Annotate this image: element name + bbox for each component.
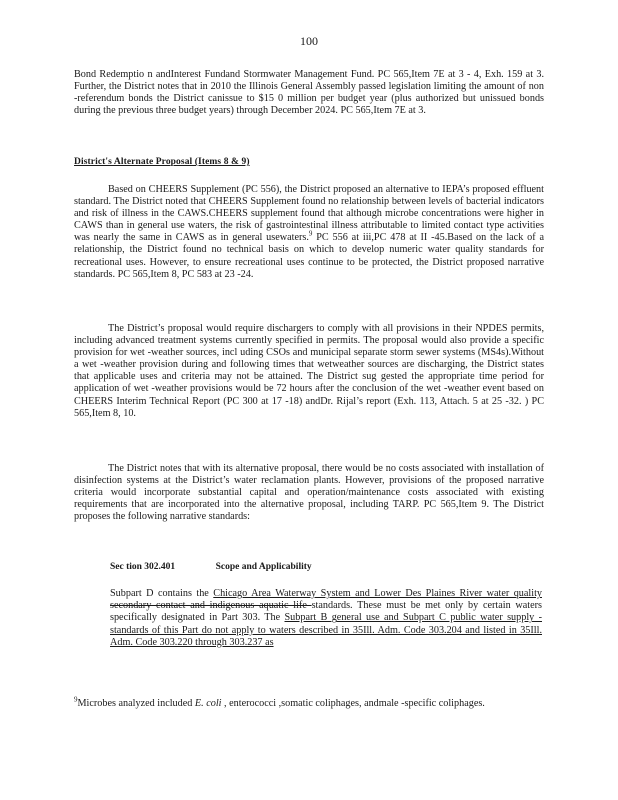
section-title: Scope and Applicability <box>215 562 312 572</box>
section-number: Sec tion 302.401 <box>110 562 176 572</box>
section-heading-alternate-proposal: District's Alternate Proposal (Items 8 & 9) <box>74 157 250 167</box>
footnote-mark: 9 <box>74 695 78 704</box>
block-text: Subpart D contains the <box>110 588 214 599</box>
footnote-reference: 9 <box>308 229 313 238</box>
paragraph-text: Based on CHEERS Supplement (PC 556), the District proposed an alternative to IEPA’s proposed effluent standard. The District noted that CHEERS Supplement found no relationship between levels of bacterial indicators and risk of illness in the CAWS.CHEERS supplement found that although microbe concentrations were higher in CAWS than in general use waters, the risk of gastrointestinal illness attributable to limited contact type activities was nearly the same in CAWS as in general usewaters. <box>74 184 544 244</box>
regulation-section-heading <box>110 562 312 572</box>
footnote-text-rest: , enterococci ,somatic coliphages, andmale -specific coliphages. <box>221 698 485 709</box>
block-text-continued: standards. These must be met only by certain waters specifically designated in Part 303. The <box>110 600 542 624</box>
paragraph-bond-redemption: Bond Redemptio n andInterest Fundand Stormwater Management Fund. PC 565,Item 7E at 3 - 4, Exh. 159 at 3. Further, the District notes that in 2010 the Illinois General Assembly passed legislation limiting the amount of non -referendum bonds the District canissue to $15 0 million per budget year (plus authorized but unissued bonds during the previous three budget years) through December 2024. PC 565,Item 7E at 3. <box>74 69 544 117</box>
paragraph-district-proposal: The District’s proposal would require dischargers to comply with all provisions in their NPDES permits, including advanced treatment systems currently specified in permits. The proposal would also provide a specific provision for wet -weather sources, incl uding CSOs and municipal separate storm sewer systems (MS4s).Without a wet -weather provision during and following times that wetweather sources are discharging, the District states that applicable uses and criteria may not be attained. The District sug gested the appropriate time period for application of wet -weather provisions would be 72 hours after the conclusion of the wet -weather event based on CHEERS Interim Technical Report (PC 300 at 17 -18) andDr. Rijal’s report (Exh. 113, Attach. 5 at 25 -32. ) PC 565,Item 8, 10. <box>74 323 544 419</box>
paragraph-costs: The District notes that with its alternative proposal, there would be no costs associated with installation of disinfection systems at the District’s water reclamation plants. However, provisions of the proposed narrative criteria would incorporate substantial capital and operation/maintenance costs associated with existing requirements that are incorporated into the alternative proposal, including TARP. PC 565,Item 9. The District proposes the following narrative standards: <box>74 463 544 523</box>
struck-deletion: secondary contact and indigenous aquatic life <box>110 600 312 612</box>
paragraph-text-continued: PC 556 at iii,PC 478 at II -45.Based on the lack of a relationship, the District found no technical basis on which to develop numeric water quality standards for recreational uses. However, to ensure recreational uses continue to be protected, the District proposed narrative standards. PC 565,Item 8, PC 583 at 23 -24. <box>74 232 544 280</box>
footnote-organism-italic: E. coli <box>194 698 222 709</box>
regulation-text-block <box>110 588 542 649</box>
footnote <box>74 695 544 710</box>
page-number: 100 <box>300 34 318 48</box>
paragraph-cheers-supplement <box>74 184 544 281</box>
underlined-insertion: Chicago Area Waterway System and Lower Des Plaines River water quality <box>213 588 542 599</box>
underlined-insertion-2: Subpart B general use and Subpart C public water supply - standards of this Part do not apply to waters described in 35Ill. Adm. Code 303.204 and listed in 35Ill. Adm. Code 303.220 through 303.237 as <box>110 612 542 648</box>
footnote-text: Microbes analyzed included <box>77 698 195 709</box>
